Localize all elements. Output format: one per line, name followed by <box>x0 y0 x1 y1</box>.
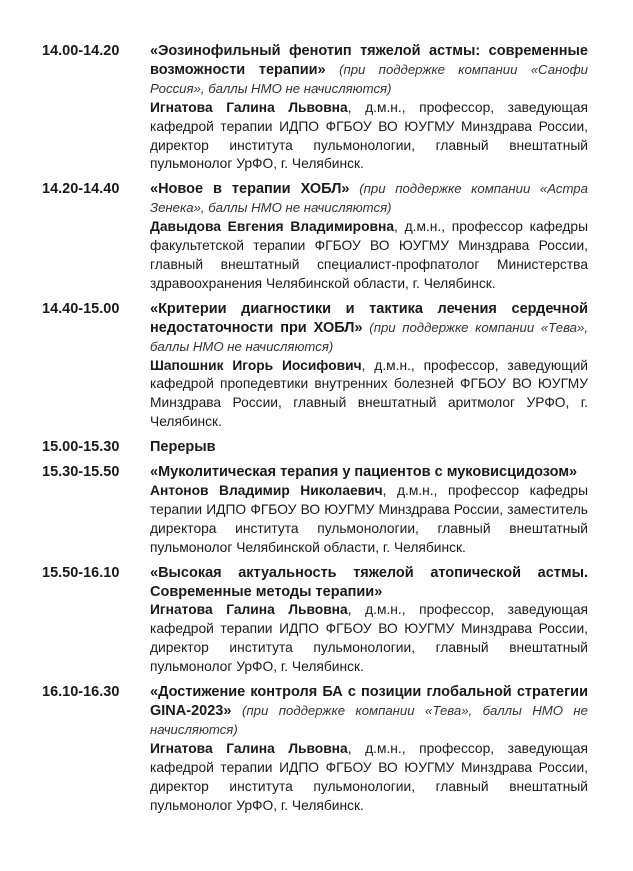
session-title: «Муколитическая терапия у пациентов с муковисцидозом» <box>150 464 578 481</box>
session-content <box>150 42 588 174</box>
session-content <box>150 564 588 677</box>
session-time: 14.20-14.40 <box>42 181 120 198</box>
speaker <box>150 99 588 175</box>
speaker <box>150 601 588 677</box>
speaker <box>150 357 588 433</box>
program-entry <box>42 463 588 558</box>
session-title: «Эозинофильный фенотип тяжелой астмы: современные возможности терапии» <box>150 43 588 78</box>
speaker-details: , д.м.н., профессор, заведующая кафедрой терапии ИДПО ФГБОУ ВО ЮУГМУ Минздрава России, директор института пульмонологии, главный внештатный пульмонолог УрФО, г. Челябинск. <box>150 602 588 675</box>
sponsor-note: (при поддержке компании «Тева», баллы НМО не начисляются) <box>150 319 588 354</box>
speaker <box>150 740 588 816</box>
session-time: 15.50-16.10 <box>42 564 120 581</box>
session-time: 14.40-15.00 <box>42 300 120 317</box>
speaker-details: , д.м.н., профессор, заведующая кафедрой терапии ИДПО ФГБОУ ВО ЮУГМУ Минздрава России, директор института пульмонологии, главный внештатный пульмонолог УрФО, г. Челябинск. <box>150 740 588 813</box>
program-entry <box>42 180 588 293</box>
speaker-name: Игнатова Галина Львовна <box>150 740 348 756</box>
program-entry <box>42 42 588 174</box>
program-entry <box>42 564 588 677</box>
speaker-name: Игнатова Галина Львовна <box>150 99 348 115</box>
speaker <box>150 482 588 558</box>
speaker-details: , д.м.н., профессор, заведующий кафедрой пропедевтики внутренних болезней ФГБОУ ВО ЮУГМУ Минздрава России, главный внештатный аритмолог УРФО, г. Челябинск. <box>150 357 588 430</box>
session-time: 15.00-15.30 <box>42 439 120 456</box>
session-content <box>150 683 588 815</box>
program-entry <box>42 300 588 432</box>
session-content <box>150 180 588 293</box>
session-title: «Новое в терапии ХОБЛ» <box>150 181 350 198</box>
speaker-name: Давыдова Евгения Владимировна <box>150 219 395 235</box>
sponsor-note: (при поддержке компании «Санофи Россия», баллы НМО не начисляются) <box>150 61 588 96</box>
speaker-details: , д.м.н., профессор кафедры терапии ИДПО ФГБОУ ВО ЮУГМУ Минздрава России, заместитель директора института пульмонологии, главный внештатный пульмонолог Челябинской области, г. Челябинск. <box>150 483 588 555</box>
session-title: «Достижение контроля БА с позиции глобальной стратегии GINA-2023» <box>150 684 588 719</box>
session-content <box>150 300 588 432</box>
speaker-details: , д.м.н., профессор, заведующая кафедрой терапии ИДПО ФГБОУ ВО ЮУГМУ Минздрава России, директор института пульмонологии, главный внештатный пульмонолог УрФО, г. Челябинск. <box>150 99 588 172</box>
session-title: Перерыв <box>150 439 216 456</box>
session-title: «Критерии диагностики и тактика лечения сердечной недостаточности при ХОБЛ» <box>150 300 588 336</box>
sponsor-note: (при поддержке компании «Тева», баллы НМО не начисляются) <box>150 703 588 737</box>
program-entry <box>42 683 588 815</box>
speaker-name: Шапошник Игорь Иосифович <box>150 357 362 373</box>
speaker-name: Игнатова Галина Львовна <box>150 602 348 618</box>
session-content <box>150 463 588 558</box>
session-time: 14.00-14.20 <box>42 43 120 59</box>
speaker-details: , д.м.н., профессор кафедры факультетской терапии ФГБОУ ВО ЮУГМУ Минздрава России, главный внештатный специалист-профпатолог Министерства здравоохранения Челябинской области, г. Челябинск. <box>150 219 589 291</box>
session-time: 16.10-16.30 <box>42 684 120 701</box>
program-entry <box>42 438 588 457</box>
sponsor-note: (при поддержке компании «Астра Зенека», баллы НМО не начисляются) <box>150 181 588 216</box>
speaker-name: Антонов Владимир Николаевич <box>150 483 383 499</box>
session-content <box>150 438 588 457</box>
session-title: «Высокая актуальность тяжелой атопической астмы. Современные методы терапии» <box>150 564 588 600</box>
speaker <box>150 218 588 294</box>
session-time: 15.30-15.50 <box>42 464 120 481</box>
